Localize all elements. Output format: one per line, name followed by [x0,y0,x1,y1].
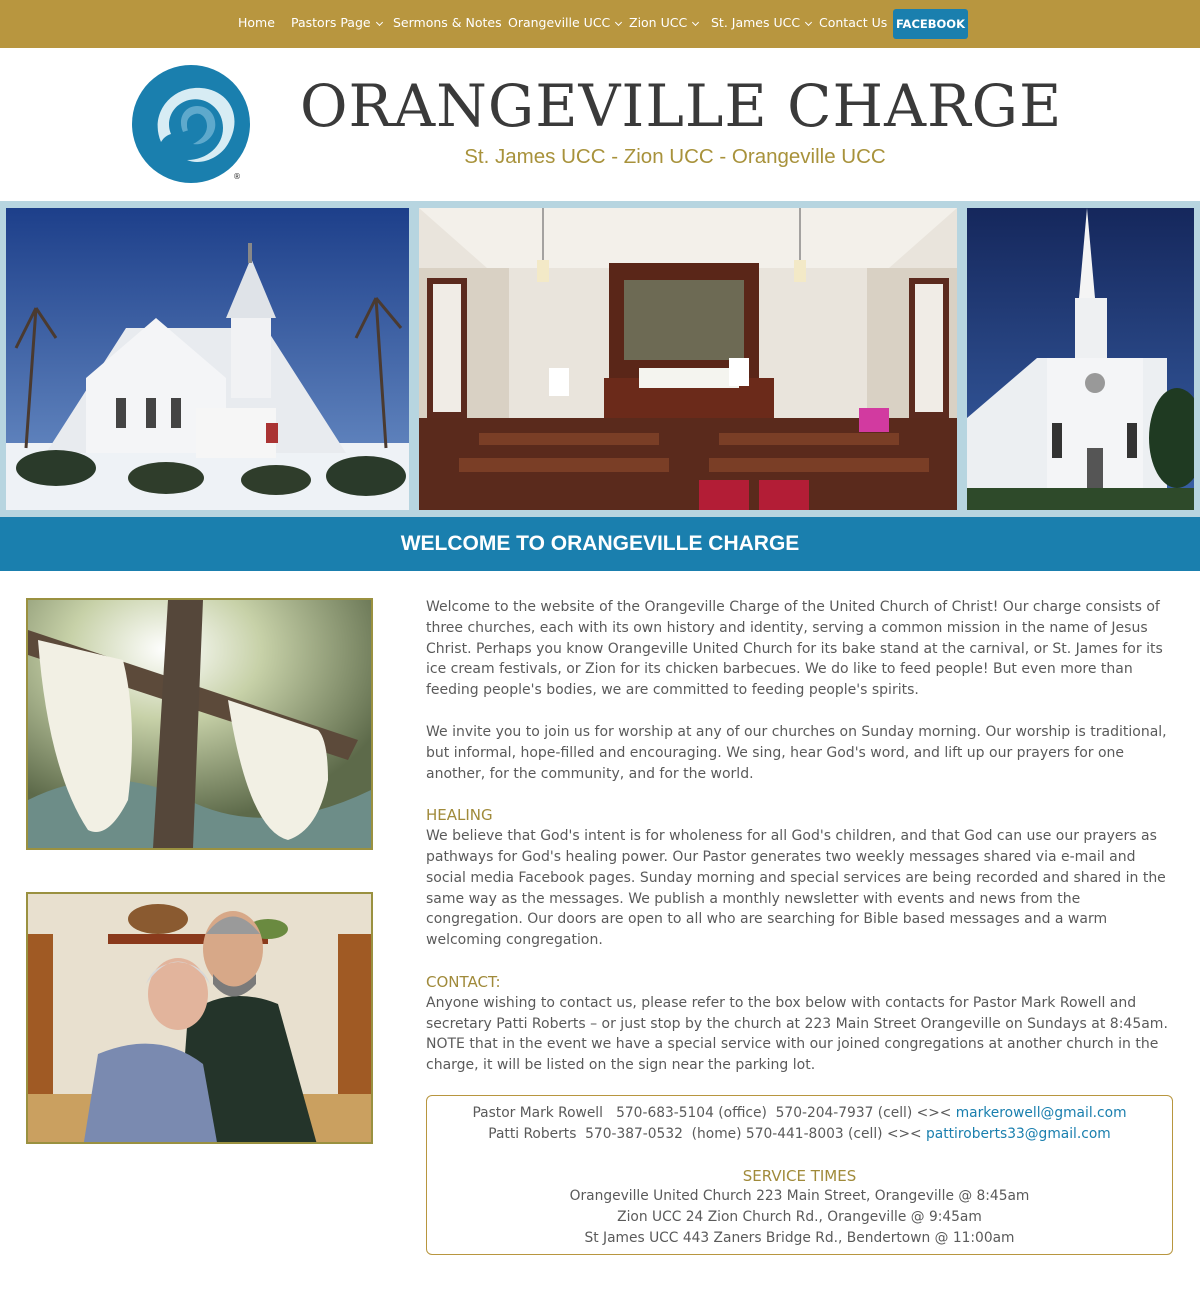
sanctuary-interior-photo [419,208,957,510]
nav-label: St. James UCC [711,15,801,30]
nav-item-orangeville-ucc[interactable] [508,15,621,30]
service-times-heading: SERVICE TIMES [742,1166,857,1185]
site-title: ORANGEVILLE CHARGE [300,72,1063,140]
nav-label: Sermons & Notes [393,15,502,30]
chevron-down-icon [692,19,699,26]
contact-paragraph: Anyone wishing to contact us, please refer to the box below with contacts for Pastor Mark Rowell and secretary Patti Roberts – or just stop by the church at 223 Main Street Orangeville on Sundays at 8:45am. NOTE that in the event we have a special service with our joined congregations at another church in the charge, it will be listed on the sign near the parking lot. [426,994,1168,1074]
service-time-st-james: St James UCC 443 Zaners Bridge Rd., Bendertown @ 11:00am [584,1229,1015,1246]
intro-paragraph: Welcome to the website of the Orangeville Charge of the United Church of Christ! Our charge consists of three churches, each with its own history and identity, serving a common mission in the name of Jesus Christ. Perhaps you know Orangeville United Church for its bake stand at the carnival, or St. James for its ice cream festivals, or Zion for its chicken barbecues. We do like to feed people! But even more than feeding people's bodies, we are committed to feeding people's spirits. [426,599,1163,699]
top-nav [0,0,1200,48]
pastor-email-link[interactable]: markerowell@gmail.com [955,1105,1127,1121]
facebook-button[interactable]: FACEBOOK [893,9,968,39]
winter-church-photo [6,208,409,510]
secretary-email-link[interactable]: pattiroberts33@gmail.com [926,1125,1111,1142]
nav-item-zion-ucc[interactable] [629,15,698,30]
nav-item-pastors-page[interactable] [291,15,382,30]
nav-item-st-james-ucc[interactable] [711,15,811,30]
healing-heading: HEALING [426,806,493,825]
welcome-banner [0,517,1200,571]
site-subtitle: St. James UCC - Zion UCC - Orangeville UCC [464,145,886,168]
healing-paragraph: We believe that God's intent is for wholeness for all God's children, and that God can use our prayers as pathways for God's healing power. Our Pastor generates two weekly messages shared via e-mail and social media Facebook pages. Sunday morning and special services are being recorded and shared in the same way as the messages. We publish a monthly newsletter with events and news from the congregation. Our doors are open to all who are searching for Bible based messages and a warm welcoming congregation. [426,828,1166,949]
nav-label: Orangeville UCC [508,15,611,30]
nav-item-sermons-notes[interactable] [393,15,502,30]
registered-mark: ® [233,172,241,181]
secretary-contact-line [427,1124,1172,1145]
nav-item-contact-us[interactable] [819,15,887,30]
nav-item-home[interactable] [238,15,275,30]
nav-label: Contact Us [819,15,888,30]
service-time-zion: Zion UCC 24 Zion Church Rd., Orangeville @ 9:45am [617,1209,982,1226]
main-content [426,597,1178,1076]
welcome-heading: WELCOME TO ORANGEVILLE CHARGE [400,532,800,555]
cross-image [26,598,373,850]
nav-label: Zion UCC [629,15,688,30]
steeple-church-photo [967,208,1194,510]
nav-label: Home [238,15,275,30]
contact-box [426,1095,1173,1255]
service-time-orangeville: Orangeville United Church 223 Main Street, Orangeville @ 8:45am [569,1188,1030,1205]
chevron-down-icon [615,19,622,26]
pastor-contact-text: Pastor Mark Rowell 570-683-5104 (office) 570-204-7937 (cell) <>< [472,1105,956,1121]
contact-heading: CONTACT: [426,972,501,991]
church-photo-strip [0,201,1200,517]
nav-label: Pastors Page [291,15,371,30]
pastor-couple-photo [26,892,373,1144]
ucc-logo-icon[interactable] [131,64,251,184]
chevron-down-icon [376,19,383,26]
chevron-down-icon [805,19,812,26]
secretary-contact-text: Patti Roberts 570-387-0532 (home) 570-441-8003 (cell) <>< [488,1125,927,1142]
pastor-contact-line [427,1103,1172,1124]
invite-paragraph: We invite you to join us for worship at any of our churches on Sunday morning. Our worship is traditional, but informal, hope-filled and encouraging. We sing, hear God's word, and lift up our prayers for one another, for the community, and for the world. [426,723,1167,782]
